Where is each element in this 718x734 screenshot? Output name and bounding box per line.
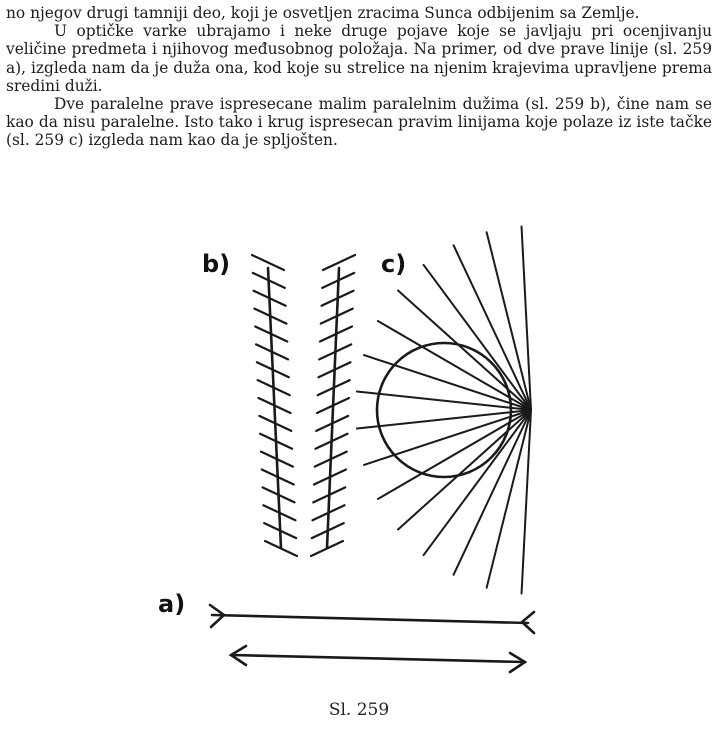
ray-line	[398, 410, 531, 529]
ray-line	[424, 265, 531, 410]
ray-line	[522, 227, 531, 410]
line-with-outward-arrows	[232, 655, 524, 662]
paragraph-1: no njegov drugi tamniji deo, koji je osvetljen zracima Sunca odbijenim sa Zemlje.	[6, 4, 640, 22]
ray-line	[487, 410, 531, 588]
circle-radial-illusion	[357, 227, 531, 594]
label-b: b)	[202, 250, 231, 278]
muller-lyer-illusion	[210, 605, 534, 672]
ray-line	[522, 410, 531, 593]
figure-caption: Sl. 259	[328, 700, 390, 720]
ray-line	[487, 232, 531, 410]
ray-line	[424, 410, 531, 555]
line-with-inward-arrows	[212, 615, 528, 623]
ray-line	[454, 245, 531, 410]
label-c: c)	[381, 250, 407, 278]
paragraph-3: Dve paralelne prave ispresecane malim paralelnim dužima (sl. 259 b), čine nam se kao da nisu paralelne. Isto tako i krug ispresecan pravim linijama koje polaze iz iste tačke (sl. 259 c) izgleda nam kao da je spljošten.	[6, 95, 712, 150]
ray-line	[398, 291, 531, 410]
ray-line	[454, 410, 531, 575]
parallel-lines-illusion	[252, 255, 355, 556]
label-a: a)	[158, 590, 186, 618]
paragraph-2: U optičke varke ubrajamo i neke druge pojave koje se javljaju pri ocenjivanju veličine predmeta i njihovog međusobnog položaja. Na primer, od dve prave linije (sl. 259 a), izgleda nam da je duža ona, kod koje su strelice na njenim krajevima upravljene prema sredini duži.	[6, 22, 712, 95]
illusion-circle	[377, 343, 511, 477]
